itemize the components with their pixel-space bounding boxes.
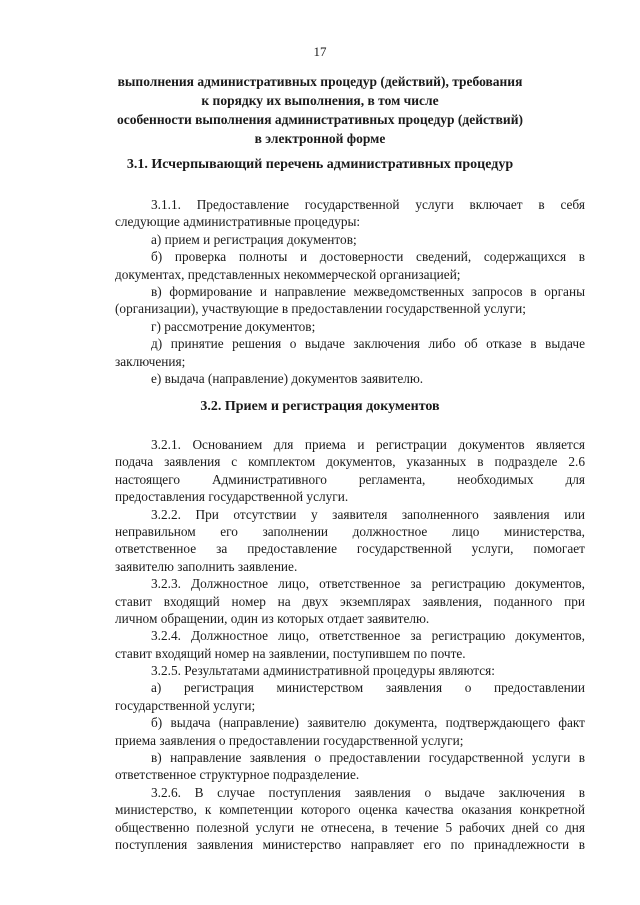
section-3-2-body: [115, 436, 585, 853]
paragraph-line: б) проверка полноты и достоверности сведений, содержащихся в: [151, 249, 585, 265]
paragraph-line: подача заявления с комплектом документов, указанных в подразделе 2.6: [115, 454, 585, 470]
paragraph-line: ответственное за предоставление государственной услуги, помогает: [115, 541, 585, 557]
paragraph-line: е) выдача (направление) документов заявителю.: [151, 370, 424, 386]
paragraph-line: 3.2.6. В случае поступления заявления о выдаче заключения в: [151, 784, 585, 800]
paragraph-line: 3.2.1. Основанием для приема и регистрации документов является: [151, 437, 585, 452]
paragraph-line: приема заявления о предоставлении государственной услуги;: [115, 732, 464, 748]
paragraph-line: 3.2.3. Должностное лицо, ответственное за регистрацию документов,: [151, 576, 585, 592]
paragraph-line: заключения;: [115, 353, 186, 369]
heading-line: выполнения административных процедур (действий), требования: [117, 74, 523, 89]
paragraph-line: заявителю заполнить заявление.: [115, 558, 298, 574]
heading-line: в электронной форме: [254, 131, 386, 146]
paragraph-line: б) выдача (направление) заявителю документа, подтверждающего факт: [151, 715, 585, 731]
paragraph-line: в) формирование и направление межведомственных запросов в органы: [151, 283, 585, 299]
paragraph-line: документах, представленных некоммерческой организацией;: [115, 266, 461, 282]
paragraph-line: в) направление заявления о предоставлении государственной услуги в: [151, 750, 585, 766]
paragraph-line: г) рассмотрение документов;: [151, 318, 316, 334]
paragraph-line: д) принятие решения о выдаче заключения либо об отказе в выдаче: [151, 336, 585, 352]
paragraph-line: 3.2.2. При отсутствии у заявителя заполненного заявления или: [151, 506, 585, 522]
heading-line: к порядку их выполнения, в том числе: [201, 93, 439, 108]
paragraph-line: государственной услуги;: [115, 697, 256, 713]
paragraph-line: а) прием и регистрация документов;: [151, 231, 357, 247]
paragraph-line: ставит входящий номер на заявлении, поступившем по почте.: [115, 645, 466, 661]
paragraph-line: личном обращении, один из которых отдает заявителю.: [115, 610, 430, 626]
section-title-3-1: 3.1. Исчерпывающий перечень административных процедур: [126, 157, 514, 172]
paragraph-line: предоставления государственной услуги.: [115, 489, 349, 505]
paragraph-line: неправильном его заполнении должностное лицо министерства,: [115, 523, 585, 539]
paragraph-line: министерство, к компетенции которого оценка качества оказания конкретной: [115, 802, 585, 818]
section-3-1-body: [115, 196, 585, 387]
chapter-heading: [0, 72, 640, 148]
paragraph-line: настоящего Административного регламента, необходимых для: [115, 471, 585, 487]
paragraph-line: 3.1.1. Предоставление государственной услуги включает в себя: [151, 197, 585, 212]
paragraph-line: ответственное структурное подразделение.: [115, 767, 360, 783]
heading-line: особенности выполнения административных процедур (действий): [116, 112, 523, 127]
paragraph-line: (организации), участвующие в предоставлении государственной услуги;: [115, 301, 526, 317]
section-title-3-2: 3.2. Прием и регистрация документов: [200, 399, 440, 414]
page-number: 17: [313, 44, 327, 59]
paragraph-line: поступления заявления министерство направляет его по принадлежности в: [115, 836, 585, 852]
paragraph-line: 3.2.5. Результатами административной процедуры являются:: [151, 663, 495, 679]
paragraph-line: 3.2.4. Должностное лицо, ответственное за регистрацию документов,: [151, 628, 585, 644]
paragraph-line: следующие административные процедуры:: [115, 214, 361, 230]
paragraph-line: общественно полезной услуги не отнесена, в течение 5 рабочих дней со дня: [115, 819, 585, 835]
paragraph-line: ставит входящий номер на двух экземплярах заявления, поданного при: [115, 593, 585, 609]
paragraph-line: а) регистрация министерством заявления о предоставлении: [151, 680, 585, 696]
